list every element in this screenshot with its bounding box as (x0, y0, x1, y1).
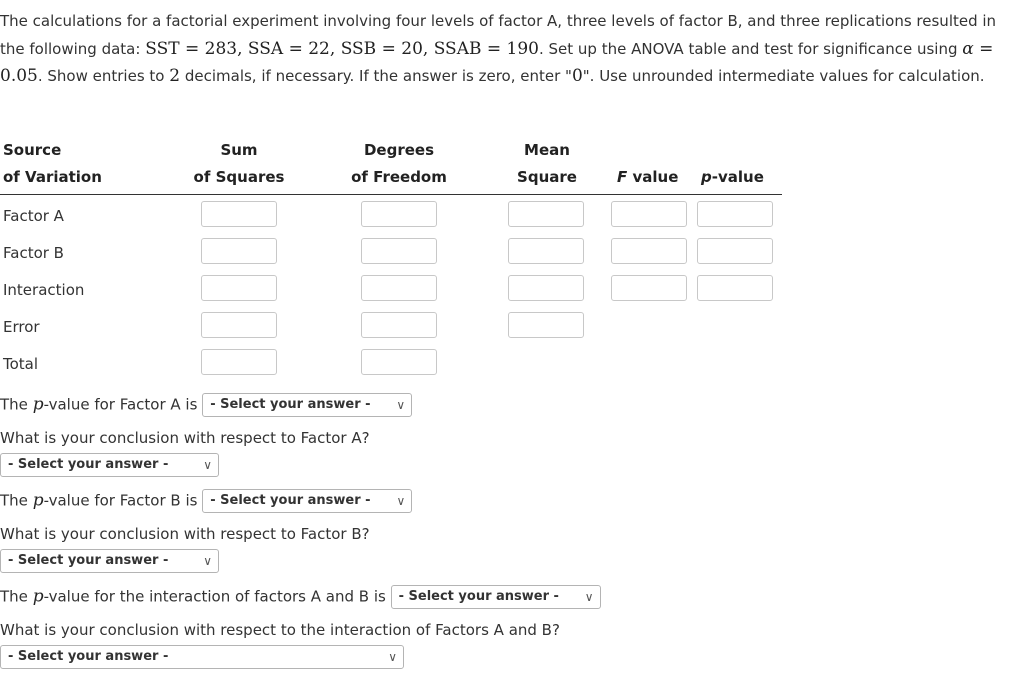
factor-a-p-input[interactable] (697, 201, 773, 227)
factor-a-ms-input[interactable] (508, 201, 584, 227)
factor-a-df-input[interactable] (361, 201, 437, 227)
alpha-expression: α = 0.05 (0, 38, 994, 86)
interaction-ss-input[interactable] (201, 275, 277, 301)
header-sum: Sum (220, 141, 258, 159)
problem-statement (0, 8, 1022, 91)
pvalue-factor-a-line: The p-value for Factor A is - Select your answer - ∨ (0, 393, 412, 417)
total-ss-input[interactable] (201, 349, 277, 375)
header-p-value: p-value (701, 168, 764, 186)
conclusion-b-select[interactable]: - Select your answer - ∨ (0, 549, 219, 573)
pvalue-factor-a-select[interactable]: - Select your answer - ∨ (202, 393, 412, 417)
chevron-down-icon: ∨ (203, 458, 212, 472)
header-source: Source (3, 141, 62, 159)
chevron-down-icon: ∨ (388, 650, 397, 664)
factor-a-f-input[interactable] (611, 201, 687, 227)
factor-b-ss-input[interactable] (201, 238, 277, 264)
header-divider (0, 194, 782, 195)
p-symbol: p (32, 394, 44, 415)
error-ss-input[interactable] (201, 312, 277, 338)
pvalue-interaction-select[interactable]: - Select your answer - ∨ (391, 585, 601, 609)
conclusion-interaction-select[interactable]: - Select your answer - ∨ (0, 645, 404, 669)
header-of-squares: of Squares (193, 168, 285, 186)
problem-text-2: . Set up the ANOVA table and test for significance using (538, 39, 958, 58)
chevron-down-icon: ∨ (396, 398, 406, 412)
conclusion-interaction-question: What is your conclusion with respect to the interaction of Factors A and B? (0, 621, 560, 639)
factor-b-f-input[interactable] (611, 238, 687, 264)
interaction-ms-input[interactable] (508, 275, 584, 301)
row-label-factor-b: Factor B (3, 244, 64, 262)
factor-b-df-input[interactable] (361, 238, 437, 264)
sst-expression: SST = 283, SSA = 22, SSB = 20, SSAB = 190 (145, 38, 539, 59)
row-label-total: Total (3, 355, 39, 373)
interaction-df-input[interactable] (361, 275, 437, 301)
total-df-input[interactable] (361, 349, 437, 375)
error-ms-input[interactable] (508, 312, 584, 338)
header-f-value: F value (617, 168, 679, 186)
problem-text-4: decimals, if necessary. If the answer is zero, enter " (184, 67, 572, 85)
chevron-down-icon: ∨ (584, 590, 594, 604)
factor-b-ms-input[interactable] (508, 238, 584, 264)
conclusion-b-question: What is your conclusion with respect to Factor B? (0, 525, 370, 543)
header-square: Square (517, 168, 577, 186)
row-label-factor-a: Factor A (3, 207, 64, 225)
header-of-variation: of Variation (3, 168, 102, 186)
problem-text-5: ". Use unrounded intermediate values for calculation. (582, 67, 985, 85)
pvalue-interaction-line: The p-value for the interaction of factors A and B is - Select your answer - ∨ (0, 585, 601, 609)
chevron-down-icon: ∨ (203, 554, 212, 568)
interaction-p-input[interactable] (697, 275, 773, 301)
factor-b-p-input[interactable] (697, 238, 773, 264)
row-label-error: Error (3, 318, 40, 336)
pvalue-factor-b-line: The p-value for Factor B is - Select your answer - ∨ (0, 489, 412, 513)
error-df-input[interactable] (361, 312, 437, 338)
p-symbol: p (32, 586, 44, 607)
p-symbol: p (32, 490, 44, 511)
chevron-down-icon: ∨ (396, 494, 406, 508)
header-mean: Mean (524, 141, 570, 159)
decimals-value: 2 (169, 66, 181, 86)
conclusion-a-question: What is your conclusion with respect to Factor A? (0, 429, 370, 447)
factor-a-ss-input[interactable] (201, 201, 277, 227)
header-of-freedom: of Freedom (351, 168, 447, 186)
interaction-f-input[interactable] (611, 275, 687, 301)
pvalue-factor-b-select[interactable]: - Select your answer - ∨ (202, 489, 412, 513)
problem-text-3: . Show entries to (37, 67, 165, 85)
header-degrees: Degrees (363, 141, 435, 159)
row-label-interaction: Interaction (3, 281, 85, 299)
zero-value: 0 (571, 66, 583, 86)
problem-text-1: The calculations for a factorial experiment involving four levels of factor A, three levels of factor B, and three replications resulted in the following data: (0, 12, 997, 58)
conclusion-a-select[interactable]: - Select your answer - ∨ (0, 453, 219, 477)
